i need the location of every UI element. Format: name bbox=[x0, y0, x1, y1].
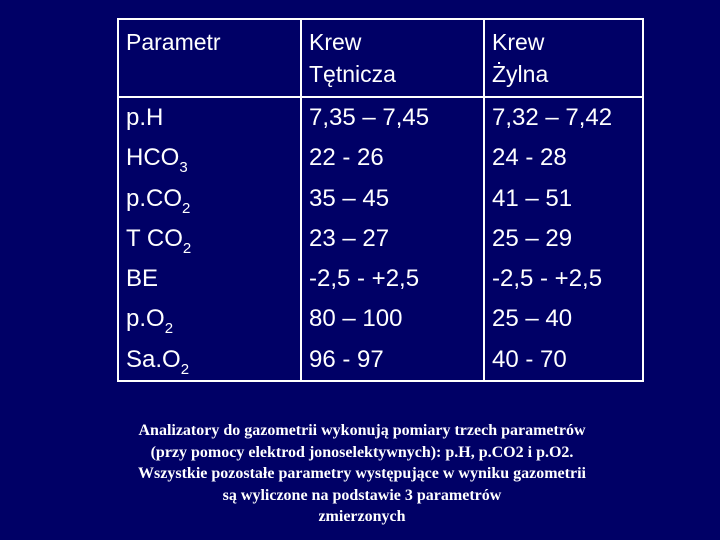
parameter-column bbox=[118, 97, 301, 381]
parameter-be: BE bbox=[126, 265, 159, 293]
caption-line-5: zmierzonych bbox=[318, 508, 406, 525]
parameter-ph: p.H bbox=[126, 104, 164, 131]
caption-line-4: są wyliczone na podstawie 3 parametrów bbox=[222, 486, 502, 504]
parameter-pco2: $p.CO_2$ bbox=[126, 184, 191, 217]
venous-value: 25 – 29 bbox=[492, 224, 573, 252]
venous-value: -2,5 - +2,5 bbox=[492, 265, 603, 293]
table-body-row bbox=[118, 97, 643, 381]
header-arterial-cell bbox=[301, 19, 484, 97]
venous-value: 41 – 51 bbox=[492, 184, 573, 212]
caption-line-3: Wszystkie pozostałe parametry występujące w wyniku gazometrii bbox=[138, 465, 586, 482]
caption-text bbox=[60, 420, 664, 528]
arterial-value: 7,35 – 7,45 bbox=[309, 104, 430, 131]
header-arterial bbox=[309, 20, 483, 90]
arterial-value: 96 - 97 bbox=[309, 345, 384, 373]
header-venous bbox=[492, 20, 642, 90]
arterial-value: 23 – 27 bbox=[309, 224, 390, 252]
parameter-sao2: $Sa.O_2$ bbox=[126, 345, 190, 378]
arterial-column bbox=[301, 97, 484, 381]
venous-column bbox=[484, 97, 643, 381]
header-venous-line-1: Krew bbox=[492, 29, 545, 55]
parameter-po2: $p.O_2$ bbox=[126, 305, 174, 338]
header-parameter: Parametr bbox=[126, 29, 221, 55]
header-venous-line-2: Żylna bbox=[492, 61, 549, 87]
venous-value: 25 – 40 bbox=[492, 305, 573, 333]
arterial-value: 35 – 45 bbox=[309, 184, 390, 212]
table-header-row bbox=[118, 19, 643, 97]
header-arterial-line-2: Tętnicza bbox=[309, 61, 396, 87]
arterial-value: -2,5 - +2,5 bbox=[309, 265, 420, 293]
venous-value: 40 - 70 bbox=[492, 345, 567, 373]
header-parameter-cell bbox=[118, 19, 301, 97]
parameter-tco2: T $CO_2$ bbox=[126, 224, 192, 257]
caption-line-1: Analizatory do gazometrii wykonują pomiary trzech parametrów bbox=[138, 422, 586, 439]
header-arterial-line-1: Krew bbox=[309, 29, 362, 55]
venous-value: 24 - 28 bbox=[492, 144, 567, 172]
parameter-hco3: $HCO_3$ bbox=[126, 144, 188, 177]
caption-line-2: (przy pomocy elektrod jonoselektywnych): p.H, p.CO2 i p.O2. bbox=[150, 443, 574, 461]
arterial-value: 22 - 26 bbox=[309, 144, 384, 172]
venous-value: 7,32 – 7,42 bbox=[492, 104, 613, 131]
arterial-value: 80 – 100 bbox=[309, 305, 403, 333]
header-venous-cell bbox=[484, 19, 643, 97]
blood-gas-table bbox=[117, 18, 644, 382]
